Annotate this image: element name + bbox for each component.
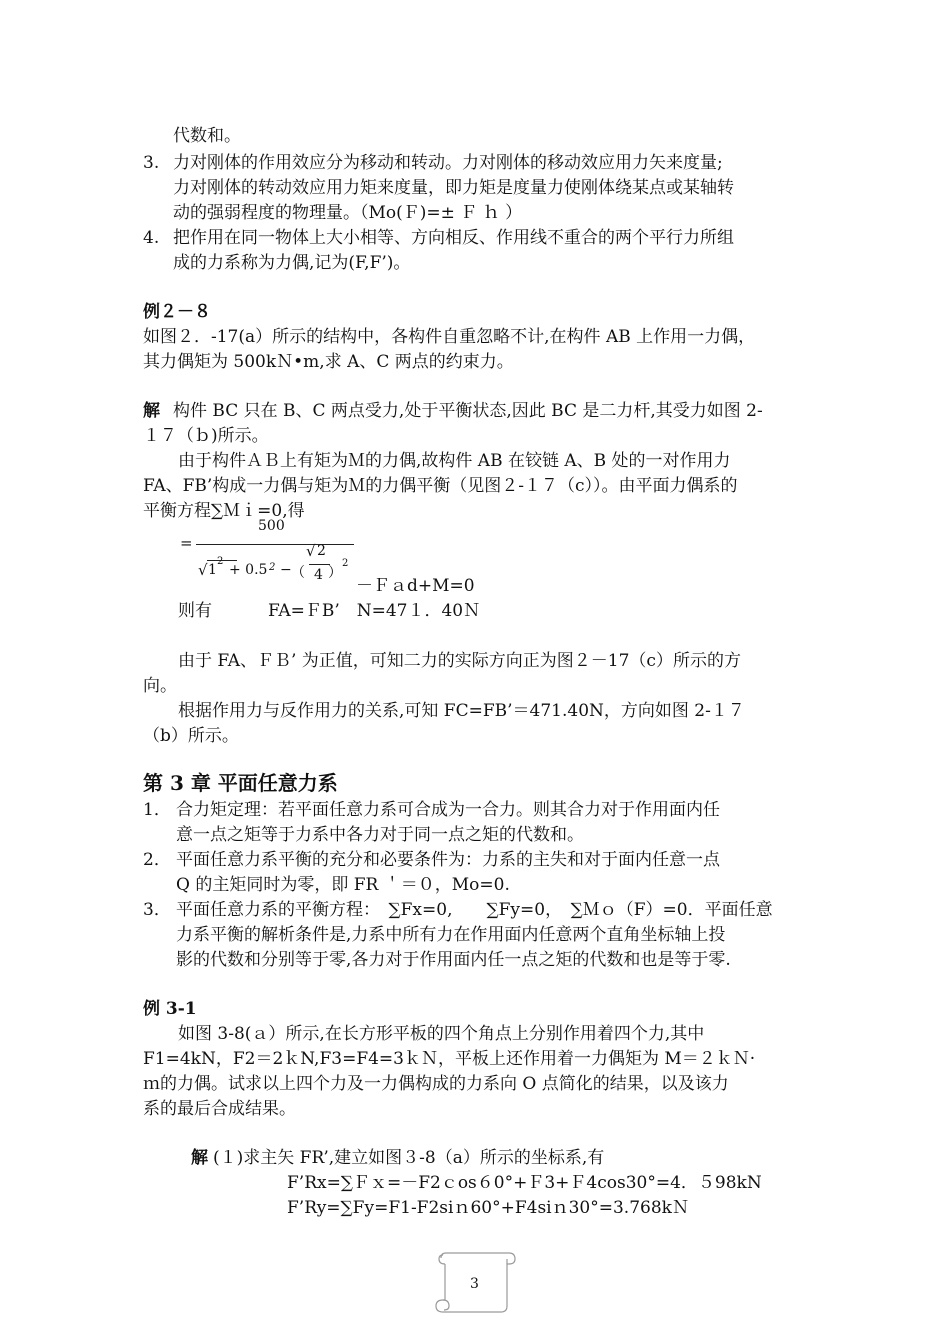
- chapter-heading: 第 3 章 平面任意力系: [143, 771, 338, 795]
- paragraph-line: 由于构件ＡＢ上有矩为Ｍ的力偶,故构件 AB 在铰链 A、B 处的一对作用力: [178, 451, 731, 471]
- formula-exponent: 2: [217, 556, 224, 567]
- paragraph-line: 平衡方程∑Ｍｉ=0,得: [143, 501, 305, 521]
- paragraph-line: （b）所示。: [143, 726, 239, 746]
- list-item-text: 平面任意力系的平衡方程： ∑Fx=0, ∑Fy=0， ∑Ｍｏ（F）=0．平面任意: [176, 900, 773, 920]
- paragraph-line: F1=4kN，F2＝2ｋN,F3=F4=3ｋＮ，平板上还作用着一力偶矩为 M＝２ｋＮ·: [143, 1049, 756, 1069]
- paragraph-line: 向。: [143, 676, 177, 696]
- formula-denominator: 4: [314, 567, 323, 583]
- list-number: 3.: [143, 153, 160, 173]
- paragraph-line: F’Rx=∑Ｆｘ=－F2ｃos６0°+Ｆ3+Ｆ4cos30°=4．５98kN: [287, 1173, 762, 1193]
- paragraph-line: FA=ＦB’ N=47１．40Ｎ: [268, 601, 481, 621]
- list-item-text: 动的强弱程度的物理量。（Mo(Ｆ)=± Ｆ ｈ ）: [173, 203, 523, 223]
- paragraph-line: １７（ｂ)所示。: [143, 426, 269, 446]
- list-number: 1．: [143, 800, 171, 820]
- list-number: 3．: [143, 900, 171, 920]
- solution-label: 解: [143, 401, 160, 421]
- sqrt-sign: √: [306, 542, 316, 560]
- list-number: 4.: [143, 228, 160, 248]
- formula-denominator: 1: [208, 562, 217, 578]
- solution-label: 解: [191, 1148, 208, 1168]
- page-number: 3: [470, 1276, 479, 1292]
- list-item-text: 影的代数和分别等于零,各力对于作用面内任一点之矩的代数和也是等于零.: [176, 950, 731, 970]
- list-item-text: Q 的主矩同时为零，即 FR ＇＝０，Mo=0.: [176, 875, 510, 895]
- paragraph-line: 则有: [178, 601, 212, 621]
- paragraph-line: 根据作用力与反作用力的关系,可知 FC=FB’＝471.40N，方向如图 2-１７: [178, 701, 745, 721]
- paragraph-line: 其力偶矩为 500kＮ•m,求 A、C 两点的约束力。: [143, 352, 514, 372]
- list-item-text: 成的力系称为力偶,记为(F,F’)。: [173, 253, 411, 273]
- paragraph-line: (１)求主矢 FR’,建立如图３-8（a）所示的坐标系,有: [213, 1148, 605, 1168]
- example-title: 例２－８: [143, 302, 211, 322]
- paragraph-line: 由于 FA、ＦＢ’ 为正值，可知二力的实际方向正为图２－17（c）所示的方: [178, 651, 741, 671]
- formula-equals: =: [180, 534, 193, 552]
- list-continuation: 代数和。: [173, 126, 241, 146]
- sqrt-sign: √: [198, 561, 208, 579]
- list-item-text: 力对刚体的作用效应分为移动和转动。力对刚体的移动效应用力矢来度量;: [173, 153, 723, 173]
- formula-numerator: 500: [258, 518, 285, 534]
- list-item-text: 意一点之矩等于力系中各力对于同一点之矩的代数和。: [176, 825, 584, 845]
- paragraph-line: 构件 BC 只在 B、C 两点受力,处于平衡状态,因此 BC 是二力杆,其受力如图 2-: [173, 401, 763, 421]
- list-item-text: 把作用在同一物体上大小相等、方向相反、作用线不重合的两个平行力所组: [173, 228, 734, 248]
- list-item-text: 力对刚体的转动效应用力矩来度量，即力矩是度量力使刚体绕某点或某轴转: [173, 178, 734, 198]
- example-title: 例 3-1: [143, 999, 197, 1019]
- paragraph-line: 系的最后合成结果。: [143, 1099, 296, 1119]
- paragraph-line: F’Ry=∑Fy=F1-F2siｎ60°+F4siｎ30°=3.768kＮ: [287, 1198, 689, 1218]
- formula-tail: －Ｆａd+M=0: [356, 576, 475, 596]
- paragraph-line: 如图２．-17(a）所示的结构中，各构件自重忽略不计,在构件 AB 上作用一力偶，: [143, 327, 756, 347]
- paragraph-line: ｍ的力偶。试求以上四个力及一力偶构成的力系向 O 点简化的结果，以及该力: [143, 1074, 729, 1094]
- fraction-bar: [309, 564, 330, 565]
- list-item-text: 力系平衡的解析条件是,力系中所有力在作用面内任意两个直角坐标轴上投: [176, 925, 726, 945]
- formula-operator: −: [280, 562, 292, 578]
- formula-exponent: 2: [342, 558, 349, 569]
- formula-paren: （: [291, 565, 305, 581]
- list-item-text: 合力矩定理：若平面任意力系可合成为一合力。则其合力对于作用面内任: [176, 800, 720, 820]
- list-number: 2．: [143, 850, 171, 870]
- formula-denominator: + 0.5: [229, 562, 268, 578]
- formula-sqrt-arg: 2: [317, 543, 326, 559]
- list-item-text: 平面任意力系平衡的充分和必要条件为：力系的主失和对于面内任意一点: [176, 850, 720, 870]
- paragraph-line: 如图 3-8(ａ）所示,在长方形平板的四个角点上分别作用着四个力,其中: [178, 1024, 705, 1044]
- paragraph-line: FA、FB’构成一力偶与矩为Ｍ的力偶平衡（见图２-１７（c））。由平面力偶系的: [143, 476, 738, 496]
- formula-paren: ）: [328, 565, 342, 581]
- formula-exponent: 2: [269, 562, 276, 573]
- fraction-bar: [196, 544, 354, 545]
